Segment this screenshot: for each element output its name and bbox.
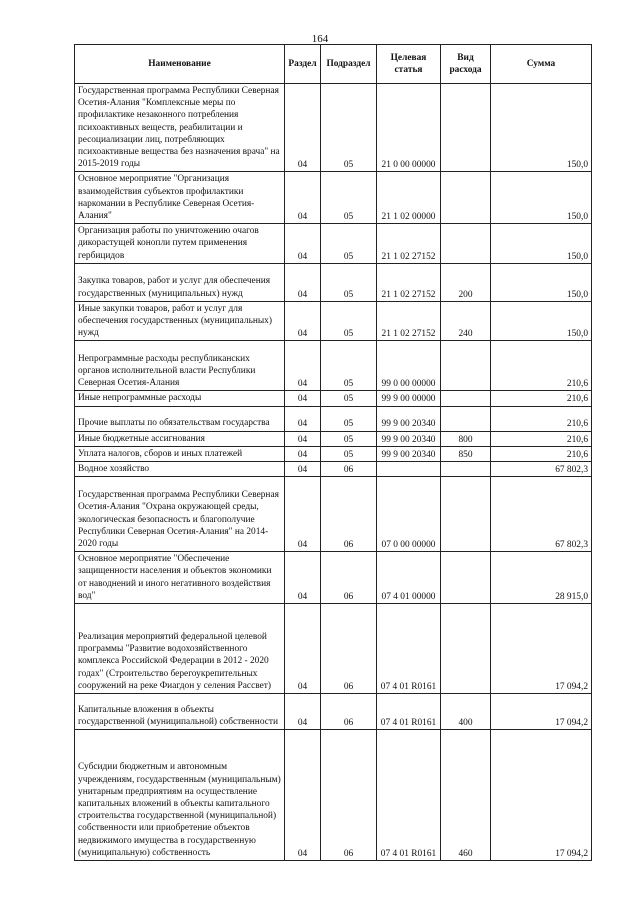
cell-subsection: 05 (321, 84, 377, 172)
cell-section: 04 (285, 341, 321, 391)
cell-name: Водное хозяйство (75, 462, 285, 477)
table-row (75, 604, 592, 694)
cell-subsection: 06 (321, 462, 377, 477)
cell-section: 04 (285, 172, 321, 224)
cell-name: Непрограммные расходы республиканских органов исполнительной власти Республики Северная Осетия-Алания (75, 341, 285, 391)
cell-section: 04 (285, 604, 321, 694)
budget-table (74, 44, 592, 861)
table-row (75, 431, 592, 446)
cell-section: 04 (285, 477, 321, 552)
cell-amount: 210,6 (491, 391, 592, 406)
cell-amount: 150,0 (491, 172, 592, 224)
cell-target: 21 1 02 27152 (377, 224, 441, 264)
cell-amount: 150,0 (491, 224, 592, 264)
header-expense-type: Вид расхода (441, 45, 491, 84)
cell-expense-type: 240 (441, 301, 491, 341)
cell-section: 04 (285, 406, 321, 431)
table-row (75, 301, 592, 341)
table-row (75, 341, 592, 391)
cell-name: Основное мероприятие "Организация взаимодействия субъектов профилактики наркомании в Республике Северная Осетия-Алания" (75, 172, 285, 224)
cell-amount: 210,6 (491, 431, 592, 446)
table-row (75, 462, 592, 477)
header-target: Целевая статья (377, 45, 441, 84)
cell-subsection: 06 (321, 477, 377, 552)
cell-amount: 210,6 (491, 446, 592, 461)
table-row (75, 730, 592, 861)
cell-expense-type (441, 552, 491, 604)
cell-subsection: 05 (321, 172, 377, 224)
cell-amount: 67 802,3 (491, 462, 592, 477)
table-row (75, 552, 592, 604)
cell-subsection: 05 (321, 391, 377, 406)
cell-section: 04 (285, 462, 321, 477)
cell-name: Реализация мероприятий федеральной целевой программы "Развитие водохозяйственного комплекса Российской Федерации в 2012 - 2020 годах" (Строительство берегоукрепительных сооружений на реке Фиагдон у селения Рассвет) (75, 604, 285, 694)
cell-target: 99 9 00 20340 (377, 446, 441, 461)
cell-section: 04 (285, 301, 321, 341)
cell-subsection: 06 (321, 694, 377, 730)
cell-subsection: 06 (321, 552, 377, 604)
cell-target: 99 9 00 20340 (377, 406, 441, 431)
cell-section: 04 (285, 84, 321, 172)
cell-target: 07 4 01 R0161 (377, 604, 441, 694)
cell-expense-type (441, 224, 491, 264)
cell-name: Иные закупки товаров, работ и услуг для обеспечения государственных (муниципальных) нужд (75, 301, 285, 341)
table-row (75, 84, 592, 172)
cell-name: Основное мероприятие "Обеспечение защищенности населения и объектов экономики от наводнений и иного негативного воздействия вод" (75, 552, 285, 604)
cell-target: 07 4 01 R0161 (377, 694, 441, 730)
cell-name: Иные бюджетные ассигнования (75, 431, 285, 446)
cell-subsection: 05 (321, 446, 377, 461)
cell-section: 04 (285, 446, 321, 461)
table-row (75, 263, 592, 301)
cell-expense-type (441, 341, 491, 391)
cell-subsection: 05 (321, 341, 377, 391)
cell-expense-type: 850 (441, 446, 491, 461)
cell-amount: 17 094,2 (491, 730, 592, 861)
cell-target: 21 1 02 27152 (377, 263, 441, 301)
cell-expense-type: 460 (441, 730, 491, 861)
cell-name: Государственная программа Республики Северная Осетия-Алания "Комплексные меры по профилактике незаконного потребления психоактивных веществ, реабилитации и ресоциализации лиц, потребляющих психоактивные вещества без назначения врача" на 2015-2019 годы (75, 84, 285, 172)
cell-subsection: 06 (321, 730, 377, 861)
cell-target: 99 9 00 00000 (377, 391, 441, 406)
cell-subsection: 05 (321, 406, 377, 431)
header-row (75, 45, 592, 84)
cell-expense-type (441, 462, 491, 477)
cell-subsection: 05 (321, 301, 377, 341)
cell-expense-type (441, 172, 491, 224)
cell-target: 21 1 02 27152 (377, 301, 441, 341)
cell-expense-type: 800 (441, 431, 491, 446)
cell-target: 07 4 01 R0161 (377, 730, 441, 861)
table-row (75, 477, 592, 552)
cell-subsection: 05 (321, 263, 377, 301)
cell-expense-type: 400 (441, 694, 491, 730)
cell-subsection: 05 (321, 224, 377, 264)
cell-target: 07 4 01 00000 (377, 552, 441, 604)
cell-name: Государственная программа Республики Северная Осетия-Алания "Охрана окружающей среды, экологическая безопасность и благополучие Республики Северная Осетия-Алания" на 2014-2020 годы (75, 477, 285, 552)
header-amount: Сумма (491, 45, 592, 84)
page-number: 164 (311, 33, 329, 45)
cell-amount: 150,0 (491, 301, 592, 341)
cell-name: Прочие выплаты по обязательствам государства (75, 406, 285, 431)
cell-section: 04 (285, 552, 321, 604)
cell-subsection: 06 (321, 604, 377, 694)
cell-name: Субсидии бюджетным и автономным учреждениям, государственным (муниципальным) унитарным предприятиям на осуществление капитальных вложений в объекты капитального строительства государственной (муниципальной) собственности или приобретение объектов недвижимого имущества в государственную (муниципальную) собственность (75, 730, 285, 861)
cell-amount: 17 094,2 (491, 604, 592, 694)
cell-name: Организация работы по уничтожению очагов дикорастущей конопли путем применения гербицидов (75, 224, 285, 264)
cell-target (377, 462, 441, 477)
cell-amount: 17 094,2 (491, 694, 592, 730)
table-row (75, 224, 592, 264)
cell-target: 99 0 00 00000 (377, 341, 441, 391)
cell-name: Иные непрограммные расходы (75, 391, 285, 406)
cell-target: 21 1 02 00000 (377, 172, 441, 224)
table-row (75, 406, 592, 431)
cell-amount: 67 802,3 (491, 477, 592, 552)
cell-target: 07 0 00 00000 (377, 477, 441, 552)
cell-expense-type (441, 604, 491, 694)
cell-name: Закупка товаров, работ и услуг для обеспечения государственных (муниципальных) нужд (75, 263, 285, 301)
cell-section: 04 (285, 694, 321, 730)
cell-expense-type (441, 477, 491, 552)
cell-amount: 28 915,0 (491, 552, 592, 604)
cell-expense-type: 200 (441, 263, 491, 301)
cell-expense-type (441, 391, 491, 406)
cell-amount: 210,6 (491, 406, 592, 431)
cell-expense-type (441, 406, 491, 431)
cell-section: 04 (285, 391, 321, 406)
table-row (75, 391, 592, 406)
header-section: Раздел (285, 45, 321, 84)
cell-name: Уплата налогов, сборов и иных платежей (75, 446, 285, 461)
cell-subsection: 05 (321, 431, 377, 446)
cell-target: 21 0 00 00000 (377, 84, 441, 172)
table-row (75, 446, 592, 461)
table-row (75, 172, 592, 224)
header-subsection: Подраздел (321, 45, 377, 84)
table-row (75, 694, 592, 730)
cell-name: Капитальные вложения в объекты государственной (муниципальной) собственности (75, 694, 285, 730)
cell-amount: 150,0 (491, 263, 592, 301)
cell-expense-type (441, 84, 491, 172)
header-name: Наименование (75, 45, 285, 84)
cell-section: 04 (285, 224, 321, 264)
cell-amount: 150,0 (491, 84, 592, 172)
cell-target: 99 9 00 20340 (377, 431, 441, 446)
cell-section: 04 (285, 431, 321, 446)
cell-section: 04 (285, 263, 321, 301)
cell-amount: 210,6 (491, 341, 592, 391)
cell-section: 04 (285, 730, 321, 861)
